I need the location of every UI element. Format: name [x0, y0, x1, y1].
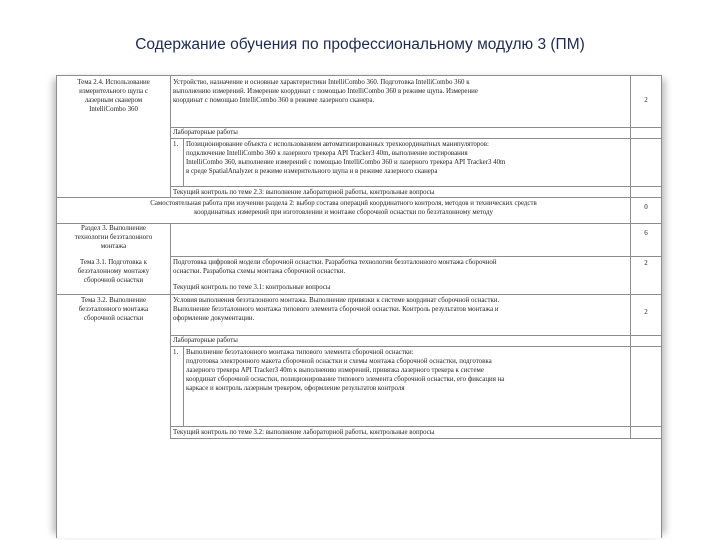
- topic-2-4-content: Устройство, назначение и основные характеристики IntelliCombo 360. Подготовка IntelliCombo 360 к выполнению измерений. Измерение координат с помощью IntelliCombo 360 в режиме щупа. Измерение координат с помощью IntelliCombo 360 в режиме лазерного сканера.: [173, 79, 478, 104]
- column-divider: [183, 346, 184, 426]
- column-divider: [630, 76, 631, 438]
- independent-work-hours: 0: [644, 203, 648, 211]
- row-divider: [170, 426, 661, 427]
- page-title: Содержание обучения по профессиональному модулю 3 (ПМ): [135, 36, 585, 53]
- row-divider: [170, 138, 661, 139]
- row-divider: [57, 294, 661, 295]
- topic-2-4-control: Текущий контроль по теме 2.3: выполнение лабораторной работы, контрольные вопросы: [173, 189, 435, 196]
- column-divider: [183, 138, 184, 186]
- row-divider: [170, 256, 661, 257]
- topic-2-4-lab-text: Позиционирование объекта с использованием автоматизированных трехкоординатных манипуляторов: подключение IntelliCombo 360 к лазерного трекера API Tracker3 40m, выполнение юстирования IntelliCombo 360, выполнение измерений с помощью IntelliCombo 360 и лазерного трекера API Tracker3 40m в среде SpatialAnalyzer в режиме измерительного щупа и в режиме лазерного сканера: [186, 141, 506, 175]
- topic-3-2-content: Условия выполнения безэталонного монтажа. Выполнение привязки к системе координат сборочной оснастки. Выполнение безэталонного монтажа типового элемента сборочной оснастки. Контроль результатов монтажа и оформление документации.: [173, 297, 500, 322]
- topic-3-1-hours: 2: [644, 259, 648, 267]
- row-divider: [170, 346, 661, 347]
- topic-3-1-title: Тема 3.1. Подготовка к безэталонному монтажу сборочной оснастки: [77, 259, 150, 284]
- topic-3-2-lab-text: Выполнение безэталонного монтажа типового элемента сборочной оснастки: подготовка электронного макета сборочной оснастки и схемы монтажа сборочной оснастки, подготовка лазерного трекера API Tracker3 40m к выполнению измерений, привязка лазерного трекера к системе координат сборочной оснастки, позиционирование типового элемента сборочной оснастки, его фиксация на каркасе и контроль лазерным трекером, оформление результатов контроля: [186, 349, 505, 392]
- row-divider: [170, 438, 661, 439]
- column-divider: [170, 76, 171, 198]
- row-divider: [57, 197, 661, 198]
- topic-3-1-content: Подготовка цифровой модели сборочной оснастки. Разработка технологии безэталонного монтажа сборочной оснастки. Разработка схемы монтажа сборочной оснастки.: [173, 259, 497, 275]
- independent-work-text: Самостоятельная работа при изучении раздела 2: выбор состава операций координатного контроля, методов и технических средств координатных измерений при изготовлении и монтаже сборочной оснастки по безэталонному методу: [150, 200, 537, 216]
- topic-3-1-control: Текущий контроль по теме 3.1: контрольные вопросы: [173, 284, 331, 291]
- topic-3-2-lab-header: Лабораторные работы: [173, 337, 238, 344]
- section-3-hours: 6: [644, 229, 648, 237]
- section-3-title: Раздел 3. Выполнение технологии безэталонного монтажа: [74, 225, 153, 250]
- topic-2-4-hours: 2: [644, 96, 648, 104]
- topic-3-2-lab-number: 1.: [173, 349, 179, 356]
- row-divider: [170, 186, 661, 187]
- topic-2-4-lab-number: 1.: [173, 141, 179, 148]
- topic-2-4-title: Тема 2.4. Использование измерительного щупа с лазерным сканером IntelliCombo 360: [77, 79, 150, 113]
- topic-3-2-title: Тема 3.2. Выполнение безэталонного монтажа сборочной оснастки: [78, 297, 149, 322]
- topic-2-4-lab-header: Лабораторные работы: [173, 129, 238, 136]
- topic-3-2-control: Текущий контроль по теме 3.2: выполнение лабораторной работы, контрольные вопросы: [173, 429, 435, 436]
- column-divider: [170, 223, 171, 438]
- curriculum-table: [56, 75, 662, 538]
- topic-3-2-hours: 2: [644, 308, 648, 316]
